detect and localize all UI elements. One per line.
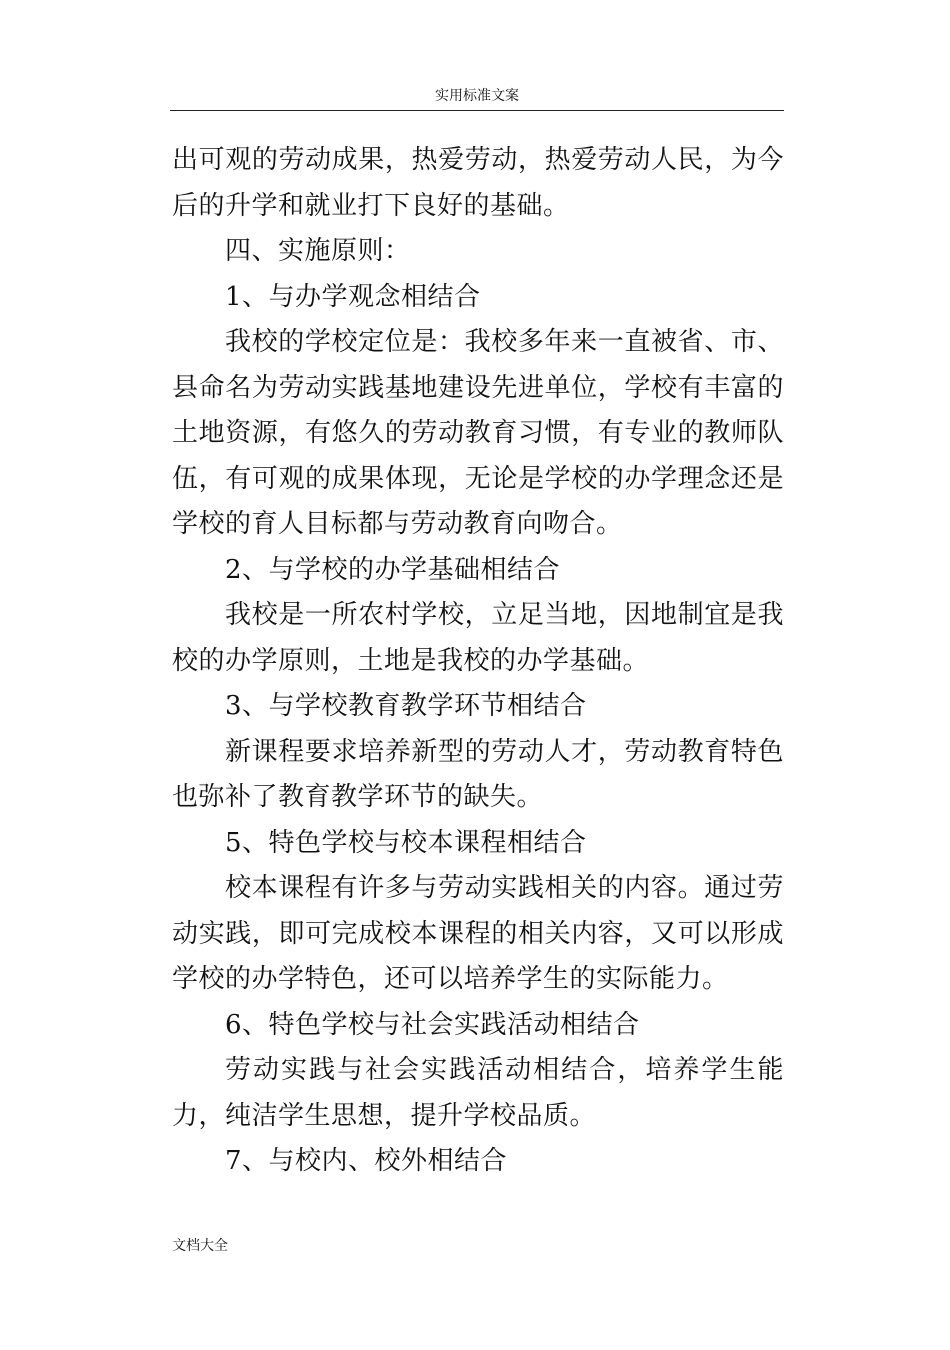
- section-heading: 四、实施原则：: [225, 236, 411, 266]
- page-header: [170, 86, 784, 111]
- paragraph: 出可观的劳动成果，热爱劳动，热爱劳动人民，为今后的升学和就业打下良好的基础。: [172, 145, 784, 221]
- principle-heading: 5、特色学校与校本课程相结合: [225, 827, 587, 858]
- page-footer: [172, 1236, 228, 1256]
- paragraph: 我校的学校定位是：我校多年来一直被省、市、县命名为劳动实践基地建设先进单位，学校有丰富的土地资源，有悠久的劳动教育习惯，有专业的教师队伍，有可观的成果体现，无论是学校的办学理念还是学校的育人目标都与劳动教育向吻合。: [172, 327, 784, 539]
- principle-heading: 7、与校内、校外相结合: [225, 1146, 508, 1176]
- header-title: 实用标准文案: [435, 88, 519, 104]
- principle-heading: 1、与办学观念相结合: [225, 281, 481, 312]
- principle-heading: 6、特色学校与社会实践活动相结合: [225, 1009, 640, 1040]
- paragraph: 新课程要求培养新型的劳动人才，劳动教育特色也弥补了教育教学环节的缺失。: [172, 736, 784, 812]
- paragraph: 劳动实践与社会实践活动相结合，培养学生能力，纯洁学生思想，提升学校品质。: [172, 1055, 784, 1131]
- principle-heading: 3、与学校教育教学环节相结合: [225, 691, 587, 721]
- paragraph: 我校是一所农村学校，立足当地，因地制宜是我校的办学原则，土地是我校的办学基础。: [172, 600, 784, 676]
- document-body: [172, 138, 784, 1185]
- footer-label: 文档大全: [172, 1238, 228, 1254]
- paragraph: 校本课程有许多与劳动实践相关的内容。通过劳动实践，即可完成校本课程的相关内容，又可以形成学校的办学特色，还可以培养学生的实际能力。: [172, 873, 784, 994]
- principle-heading: 2、与学校的办学基础相结合: [225, 554, 561, 585]
